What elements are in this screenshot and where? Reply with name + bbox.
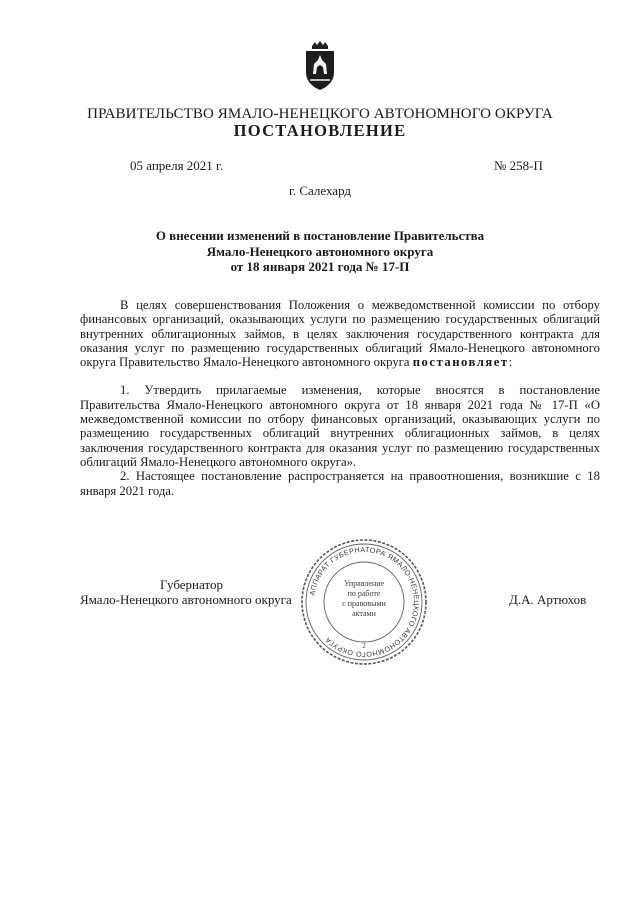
decree-word: постановляет bbox=[412, 355, 509, 370]
official-stamp bbox=[298, 536, 430, 668]
document-city: г. Салехард bbox=[288, 183, 352, 198]
preamble-text: В целях совершенствования Положения о межведомственной комиссии по отбору финансовых организаций, оказывающих услуги по размещению государственных облигаций внутренних облигационных займов, в целях заключения государственного контракта для оказания услуг по размещению государственных облигаций Ямало-Ненецкого автономного округа Правительство Ямало-Ненецкого автономного округа bbox=[80, 298, 600, 370]
preamble-paragraph bbox=[80, 298, 600, 369]
signer-title-line-1: Губернатор bbox=[160, 577, 223, 592]
subject-line-2: Ямало-Ненецкого автономного округа bbox=[206, 243, 434, 259]
document-number: № 258-П bbox=[494, 158, 543, 173]
stamp-ring-text: АППАРАТ ГУБЕРНАТОРА ЯМАЛО-НЕНЕЦКОГО АВТОНОМНОГО ОКРУГА bbox=[307, 544, 422, 660]
stamp-inner-line-1: Управление bbox=[343, 579, 385, 588]
stamp-inner-line-4: актами bbox=[352, 609, 376, 618]
coat-of-arms-icon bbox=[300, 40, 340, 92]
subject-line-1: О внесении изменений в постановление Правительства bbox=[155, 228, 485, 243]
document-body bbox=[80, 298, 600, 498]
organization-name: ПРАВИТЕЛЬСТВО ЯМАЛО-НЕНЕЦКОГО АВТОНОМНОГО ОКРУГА bbox=[87, 106, 553, 122]
item-1-paragraph: 1. Утвердить прилагаемые изменения, которые вносятся в постановление Правительства Ямало-Ненецкого автономного округа от 18 января 2021 года № 17-П «О межведомственной комиссии по отбору финансовых организаций, оказывающих услуги по размещению государственных облигаций внутренних облигационных займов, в целях заключения государственного контракта для оказания услуг по размещению государственных облигаций Ямало-Ненецкого автономного округа». bbox=[80, 383, 600, 469]
document-type: ПОСТАНОВЛЕНИЕ bbox=[233, 121, 407, 140]
document-subject bbox=[100, 228, 540, 275]
document-date: 05 апреля 2021 г. bbox=[130, 158, 224, 173]
item-2-paragraph: 2. Настоящее постановление распространяется на правоотношения, возникшие с 18 января 2021 года. bbox=[80, 469, 600, 498]
stamp-inner-line-3: с правовыми bbox=[342, 599, 386, 608]
signer-name: Д.А. Артюхов bbox=[509, 592, 587, 607]
stamp-bottom-mark: 2 bbox=[362, 642, 366, 650]
stamp-inner-line-2: по работе bbox=[347, 589, 381, 598]
subject-line-3: от 18 января 2021 года № 17-П bbox=[230, 259, 410, 274]
decree-colon: : bbox=[508, 355, 513, 370]
signer-title-line-2: Ямало-Ненецкого автономного округа bbox=[80, 592, 292, 607]
